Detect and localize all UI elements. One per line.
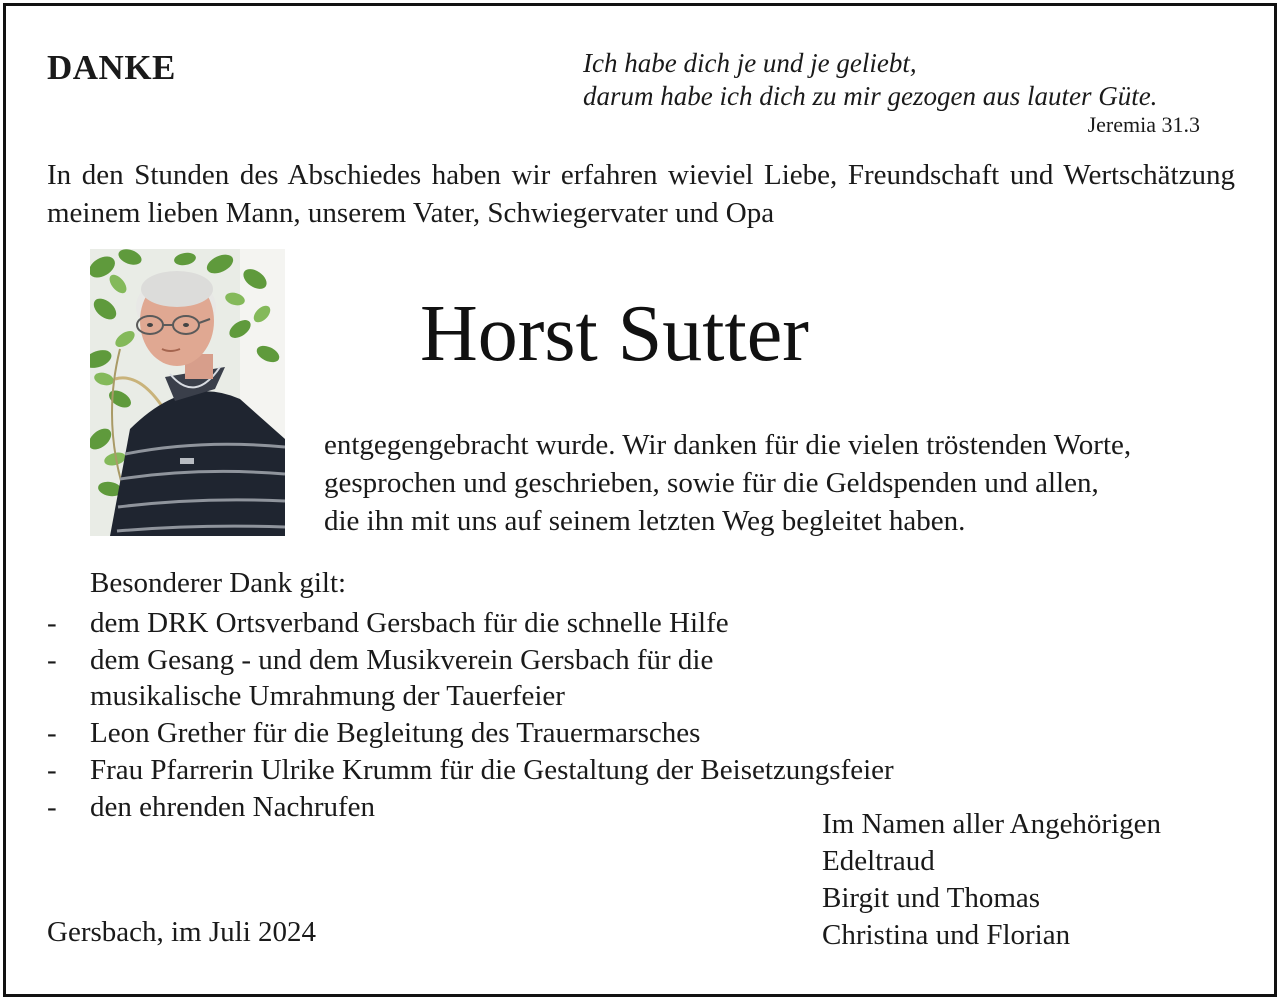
thanks-list xyxy=(47,605,894,825)
body-paragraph xyxy=(324,426,1131,540)
list-dash: - xyxy=(47,717,57,750)
thanks-item-line: Frau Pfarrerin Ulrike Krumm für die Gestaltung der Beisetzungsfeier xyxy=(90,753,894,786)
bible-verse xyxy=(583,47,1157,113)
thanks-item xyxy=(47,789,894,826)
heading-danke: DANKE xyxy=(47,48,176,87)
verse-line-2: darum habe ich dich zu mir gezogen aus lauter Güte. xyxy=(583,81,1158,111)
signature-block xyxy=(822,806,1161,954)
intro-paragraph: In den Stunden des Abschiedes haben wir erfahren wieviel Liebe, Freundschaft und Wertschätzung meinem lieben Mann, unserem Vater, Schwiegervater und Opa xyxy=(47,159,1235,229)
thanks-item-line: den ehrenden Nachrufen xyxy=(90,790,376,823)
list-dash: - xyxy=(47,753,57,786)
thanks-item-line: dem Gesang - und dem Musikverein Gersbach für die xyxy=(90,643,714,676)
portrait-photo xyxy=(90,249,285,536)
thanks-item xyxy=(47,605,894,642)
thanks-item xyxy=(47,752,894,789)
thanks-item-line: dem DRK Ortsverband Gersbach für die schnelle Hilfe xyxy=(90,607,729,639)
signer-line: Im Namen aller Angehörigen xyxy=(822,808,1162,840)
special-thanks-heading: Besonderer Dank gilt: xyxy=(90,567,347,599)
signer-line: Birgit und Thomas xyxy=(822,882,1041,914)
thanks-item-line: Leon Grether für die Begleitung des Trauermarsches xyxy=(90,717,701,750)
list-dash: - xyxy=(47,607,57,639)
verse-line-1: Ich habe dich je und je geliebt, xyxy=(583,48,917,78)
body-line: entgegengebracht wurde. Wir danken für die vielen tröstenden Worte, xyxy=(324,429,1132,461)
signer-line: Edeltraud xyxy=(822,845,935,877)
deceased-name: Horst Sutter xyxy=(420,290,809,378)
thanks-item xyxy=(47,642,894,715)
verse-reference: Jeremia 31.3 xyxy=(1087,112,1200,137)
list-dash: - xyxy=(47,643,57,676)
place-date: Gersbach, im Juli 2024 xyxy=(47,916,317,948)
body-line: die ihn mit uns auf seinem letzten Weg begleitet haben. xyxy=(324,505,966,537)
thanks-item-line: musikalische Umrahmung der Tauerfeier xyxy=(90,680,565,713)
signer-line: Christina und Florian xyxy=(822,919,1071,951)
list-dash: - xyxy=(47,790,57,823)
thanks-item xyxy=(47,715,894,752)
body-line: gesprochen und geschrieben, sowie für die Geldspenden und allen, xyxy=(324,467,1099,499)
